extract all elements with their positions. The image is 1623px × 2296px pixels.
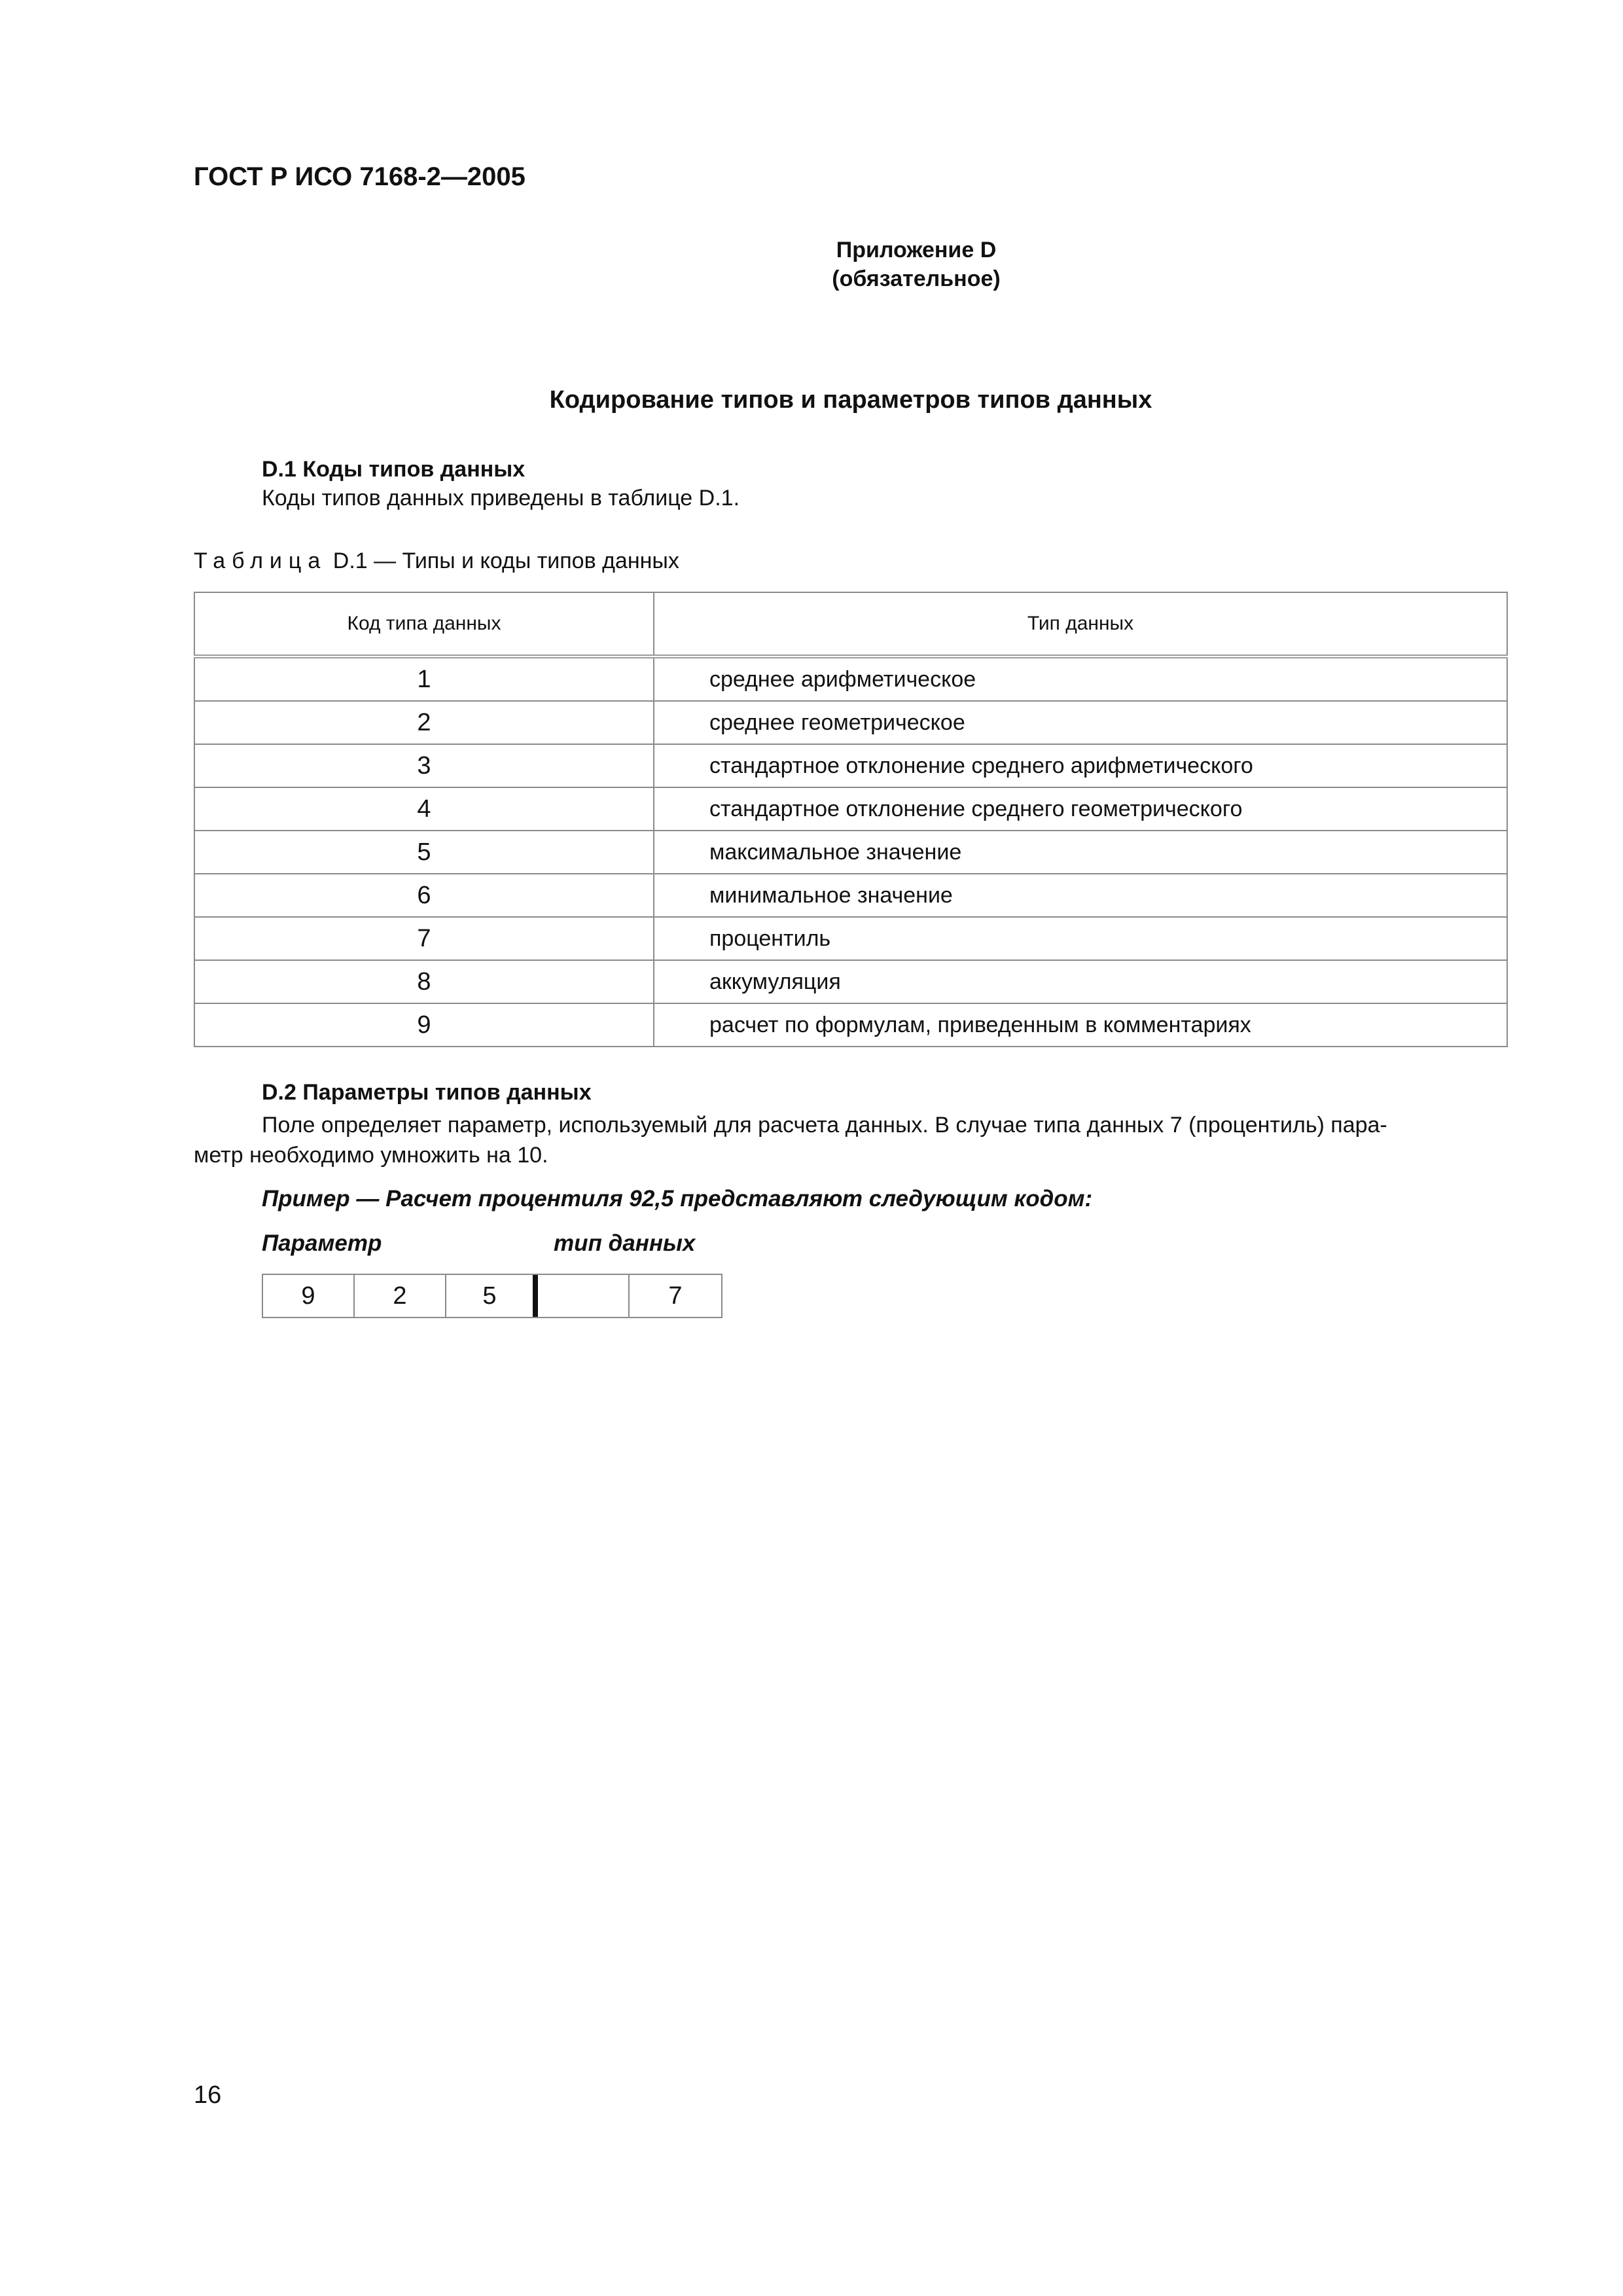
table-row	[194, 831, 1507, 874]
cell-type: среднее геометрическое	[654, 701, 1507, 744]
code-digit-cell: 2	[355, 1275, 446, 1317]
cell-type: максимальное значение	[654, 831, 1507, 874]
table-row	[194, 1003, 1507, 1047]
data-type-table	[194, 592, 1508, 1047]
example-text: Пример — Расчет процентиля 92,5 представляют следующим кодом:	[262, 1186, 1093, 1211]
table-row	[194, 960, 1507, 1003]
cell-code: 5	[194, 831, 654, 874]
code-digit-cell: 5	[446, 1275, 538, 1317]
example-code-box	[262, 1274, 722, 1318]
cell-type: процентиль	[654, 917, 1507, 960]
column-header-code: Код типа данных	[194, 592, 654, 656]
cell-code: 4	[194, 787, 654, 831]
code-type-cell: 7	[668, 1282, 683, 1310]
cell-code: 7	[194, 917, 654, 960]
document-id: ГОСТ Р ИСО 7168-2—2005	[194, 162, 526, 191]
annex-heading: Кодирование типов и параметров типов данных	[549, 386, 1152, 414]
table-row	[194, 874, 1507, 917]
table-row	[194, 744, 1507, 787]
cell-type: минимальное значение	[654, 874, 1507, 917]
section-text-d2-line2: метр необходимо умножить на 10.	[194, 1143, 548, 1168]
table-caption-prefix: Таблица	[194, 548, 327, 573]
cell-code: 2	[194, 701, 654, 744]
cell-code: 8	[194, 960, 654, 1003]
section-heading-d2: D.2 Параметры типов данных	[262, 1080, 592, 1105]
table-row	[194, 656, 1507, 701]
cell-code: 1	[194, 656, 654, 701]
code-empty-cell	[538, 1275, 630, 1317]
code-digit-cell: 9	[263, 1275, 355, 1317]
example-label-parameter: Параметр	[262, 1230, 382, 1256]
annex-title: Приложение D	[836, 238, 997, 262]
section-text-d1: Коды типов данных приведены в таблице D.1.	[262, 486, 740, 511]
table-caption	[194, 548, 679, 574]
cell-code: 6	[194, 874, 654, 917]
annex-status: (обязательное)	[832, 266, 1001, 291]
cell-code: 3	[194, 744, 654, 787]
table-row	[194, 917, 1507, 960]
cell-type: среднее арифметическое	[654, 656, 1507, 701]
table-header-row	[194, 592, 1507, 656]
table-row	[194, 701, 1507, 744]
table-caption-title: D.1 — Типы и коды типов данных	[327, 548, 679, 573]
section-heading-d1: D.1 Коды типов данных	[262, 457, 526, 482]
example-label-data-type: тип данных	[554, 1230, 696, 1256]
cell-type: аккумуляция	[654, 960, 1507, 1003]
page-number: 16	[194, 2081, 222, 2109]
cell-type: стандартное отклонение среднего арифметического	[654, 744, 1507, 787]
cell-code: 9	[194, 1003, 654, 1047]
section-text-d2-line1: Поле определяет параметр, используемый для расчета данных. В случае типа данных 7 (процентиль) пара-	[262, 1113, 1387, 1138]
cell-type: стандартное отклонение среднего геометрического	[654, 787, 1507, 831]
cell-type: расчет по формулам, приведенным в комментариях	[654, 1003, 1507, 1047]
table-row	[194, 787, 1507, 831]
column-header-type: Тип данных	[654, 592, 1507, 656]
